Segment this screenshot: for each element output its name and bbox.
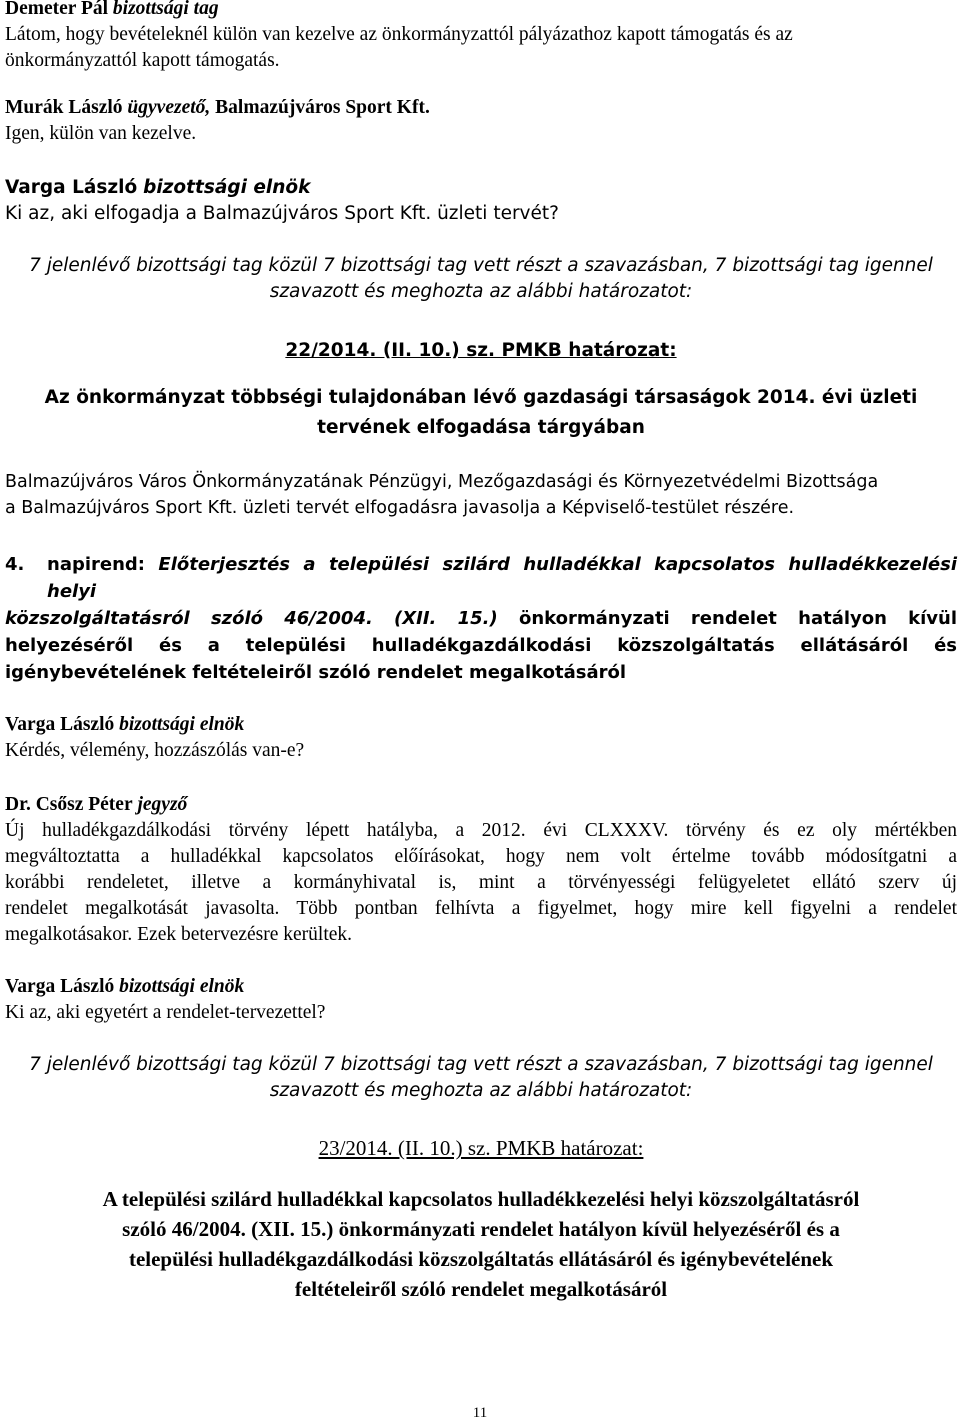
speaker-org: Balmazújváros Sport Kft. [215, 97, 430, 118]
vote-text: 7 jelenlévő bizottsági tag közül 7 bizottsági tag vett részt a szavazásban, 7 bizottsági tag igennel [29, 255, 933, 276]
speaker-role: jegyző [137, 794, 188, 815]
speech-text: Látom, hogy bevételeknél külön van kezelve az önkormányzattól pályázathoz kapott támogatás és az [5, 24, 793, 45]
agenda-title: igénybevételének feltételeiről szóló rendelet megalkotásáról [5, 662, 626, 683]
spacer [5, 764, 957, 792]
agenda-text [5, 551, 957, 686]
vote-result [5, 1052, 957, 1104]
speaker-block [5, 712, 957, 764]
spacer [5, 227, 957, 253]
spacer [5, 521, 957, 551]
resolution-title: szóló 46/2004. (XII. 15.) önkormányzati rendelet hatályon kívül helyezéséről és a [122, 1217, 840, 1241]
speaker-name: Demeter Pál [5, 0, 109, 19]
resolution-title: A települési szilárd hulladékkal kapcsolatos hulladékkezelési helyi közszolgáltatásról [102, 1187, 860, 1211]
agenda-title: helyezéséről és a települési hulladékgazdálkodási közszolgáltatás ellátásáról és [5, 635, 957, 656]
speaker-header [5, 792, 957, 818]
speaker-name: Varga László [5, 976, 115, 997]
resolution-title: tervének elfogadása tárgyában [317, 417, 645, 438]
speech-text: Új hulladékgazdálkodási törvény lépett hatályba, a 2012. évi CLXXXV. törvény és ez oly mértékben [5, 820, 957, 841]
resolution-body [5, 469, 957, 521]
spacer [5, 147, 957, 175]
speaker-block [5, 974, 957, 1026]
vote-text: 7 jelenlévő bizottsági tag közül 7 bizottsági tag vett részt a szavazásban, 7 bizottsági tag igennel [29, 1054, 933, 1075]
spacer [5, 74, 957, 95]
agenda-title: közszolgáltatásról szóló 46/2004. (XII. 15.) [5, 608, 498, 629]
speaker-role: bizottsági tag [112, 0, 219, 19]
speech-text: Igen, külön van kezelve. [5, 123, 197, 144]
spacer [5, 948, 957, 974]
speaker-block [5, 175, 957, 227]
resolution-block [5, 337, 957, 443]
spacer [5, 1104, 957, 1134]
spacer [5, 1026, 957, 1052]
speech-text: megalkotásakor. Ezek betervezésre kerültek. [5, 924, 353, 945]
speaker-header [5, 95, 957, 121]
resolution-title: feltételeiről szóló rendelet megalkotásáról [294, 1277, 668, 1301]
speaker-name: Murák László [5, 97, 123, 118]
speaker-role: bizottsági elnök [119, 976, 245, 997]
resolution-title: települési hulladékgazdálkodási közszolgáltatás ellátásáról és igénybevételének [128, 1247, 834, 1271]
vote-text: szavazott és meghozta az alábbi határozatot: [269, 1080, 693, 1101]
speaker-block [5, 792, 957, 948]
agenda-item [5, 551, 957, 686]
spacer [5, 305, 957, 337]
agenda-number: 4. [5, 554, 25, 575]
speaker-name: Dr. Csősz Péter [5, 794, 133, 815]
resolution-block [5, 1134, 957, 1304]
resolution-title: Az önkormányzat többségi tulajdonában lévő gazdasági társaságok 2014. évi üzleti [44, 387, 918, 408]
agenda-title: Előterjesztés a települési szilárd hulladékkal kapcsolatos hulladékkezelési helyi [47, 554, 957, 602]
speaker-role: bizottsági elnök [119, 714, 245, 735]
speech-text: Ki az, aki elfogadja a Balmazújváros Sport Kft. üzleti tervét? [5, 203, 559, 224]
speaker-block [5, 0, 957, 74]
speaker-role: bizottsági elnök [143, 177, 311, 198]
page-number: 11 [472, 1405, 488, 1421]
speech-text: rendelet megalkotását javasolta. Több pontban felhívta a figyelmet, hogy mire kell figyelni a rendelet [5, 898, 957, 919]
speaker-header [5, 0, 957, 22]
speaker-block [5, 95, 957, 147]
speaker-role: ügyvezető, [127, 97, 211, 118]
resolution-number: 22/2014. (II. 10.) sz. PMKB határozat: [285, 340, 677, 361]
speaker-header [5, 712, 957, 738]
vote-text: szavazott és meghozta az alábbi határozatot: [269, 281, 693, 302]
resolution-number: 23/2014. (II. 10.) sz. PMKB határozat: [318, 1136, 644, 1160]
agenda-title: önkormányzati rendelet hatályon kívül [518, 608, 957, 629]
speaker-header [5, 974, 957, 1000]
speaker-name: Varga László [5, 177, 138, 198]
speech-text: Kérdés, vélemény, hozzászólás van-e? [5, 740, 305, 761]
spacer [5, 443, 957, 469]
resolution-text: Balmazújváros Város Önkormányzatának Pénzügyi, Mezőgazdasági és Környezetvédelmi Bizottsága [5, 472, 879, 492]
speech-text: megváltoztatta a hulladékkal kapcsolatos előírásokat, hogy nem volt értelme tovább módosítgatni a [5, 846, 957, 867]
vote-result [5, 253, 957, 305]
agenda-label: napirend: [47, 554, 145, 575]
speech-text: Ki az, aki egyetért a rendelet-tervezettel? [5, 1002, 326, 1023]
speaker-name: Varga László [5, 714, 115, 735]
resolution-text: a Balmazújváros Sport Kft. üzleti tervét elfogadásra javasolja a Képviselő-testület részére. [5, 498, 795, 518]
speech-text: önkormányzattól kapott támogatás. [5, 50, 280, 71]
spacer [5, 686, 957, 712]
document-page [5, 0, 957, 1304]
speech-text: korábbi rendeletet, illetve a kormányhivatal is, mint a törvényességi felügyeletet ellátó szerv új [5, 872, 957, 893]
speaker-header [5, 175, 957, 201]
